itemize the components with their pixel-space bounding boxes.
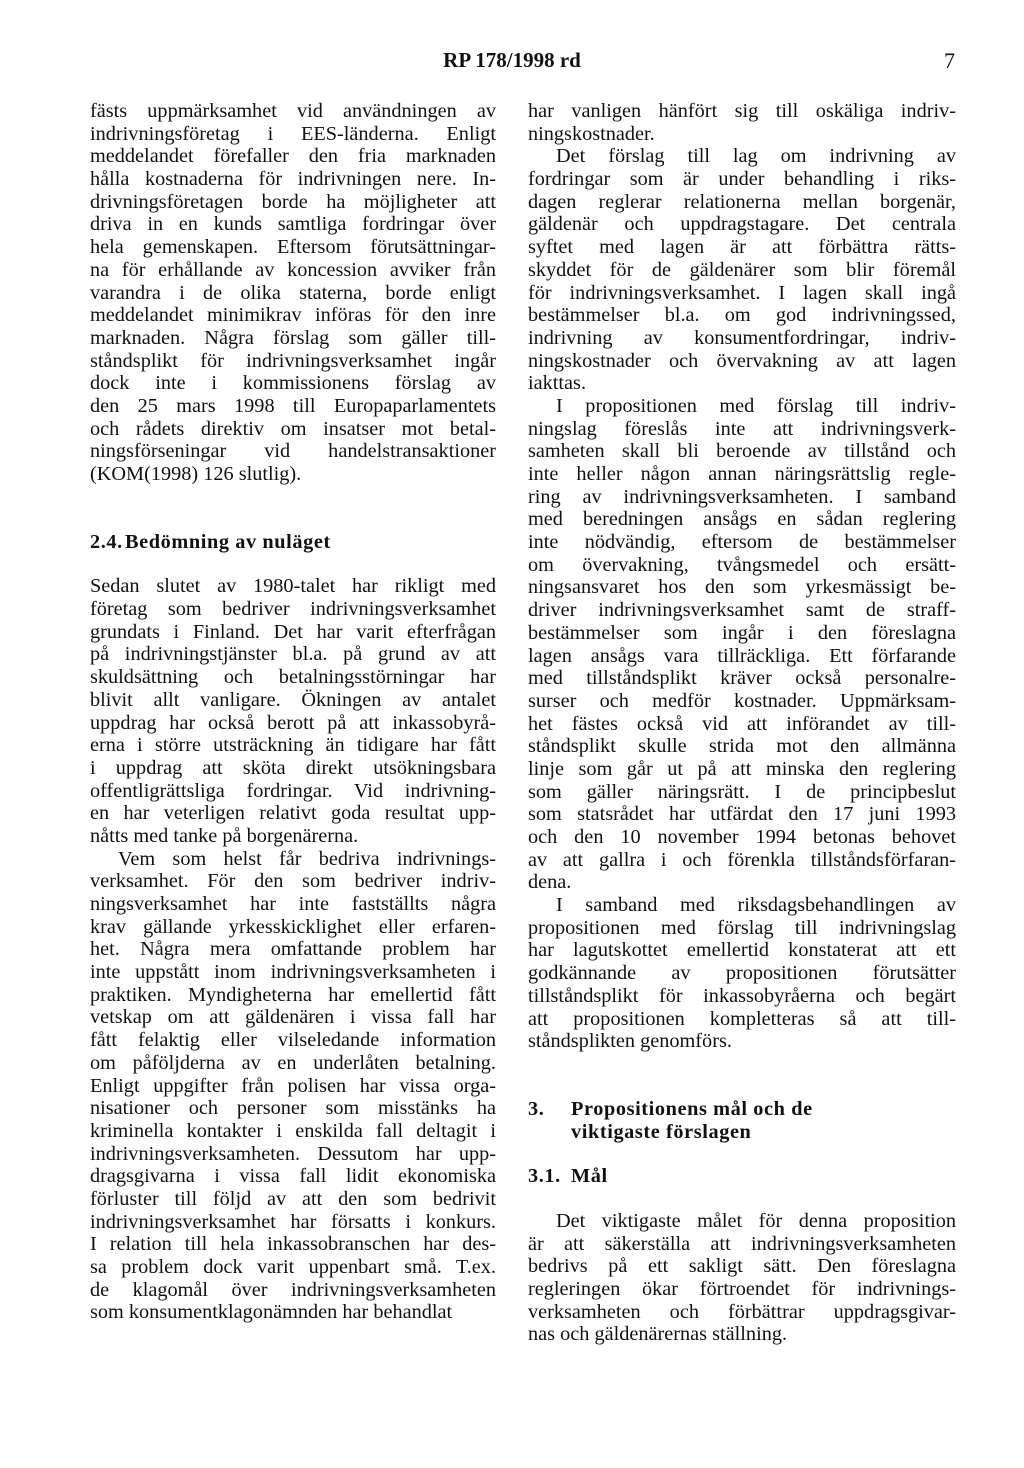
- text-line: I samband med riksdagsbehandlingen av: [556, 894, 956, 917]
- text-line: erna i större utsträckning än tidigare har fått: [90, 734, 496, 757]
- text-line: uppdrag har också berott på att inkassobyrå-: [90, 711, 496, 734]
- text-line: ningskostnader.: [528, 122, 655, 145]
- text-line: dock inte i kommissionens förslag av: [90, 372, 496, 395]
- text-line: indrivningsföretag i EES-länderna. Enligt: [90, 122, 496, 145]
- text-line: inte heller någon annan näringsrättslig regle-: [528, 463, 956, 485]
- text-line: I relation till hela inkassobranschen har des-: [90, 1233, 496, 1256]
- text-line: om övervakning, tvångsmedel och ersätt-: [528, 553, 956, 576]
- section-number: 2.4.: [90, 530, 123, 553]
- text-line: meddelandet minimikrav införas för den inre: [90, 304, 496, 327]
- text-line: förluster till följd av att den som bedrivit: [90, 1187, 496, 1210]
- text-line: de klagomål över indrivningsverksamheten: [90, 1278, 496, 1301]
- text-line: na för erhållande av koncession avviker från: [90, 258, 496, 281]
- text-line: som gäller näringsrätt. I de principbeslut: [528, 780, 956, 803]
- text-line: dragsgivarna i vissa fall lidit ekonomiska: [90, 1165, 496, 1188]
- text-line: med beredningen ansågs en sådan reglering: [528, 508, 956, 531]
- text-line: regleringen ökar förtroendet för indrivnings-: [528, 1278, 956, 1300]
- text-line: som statsrådet har utfärdat den 17 juni 1993: [528, 803, 956, 826]
- text-line: verksamhet. För den som bedriver indriv-: [90, 870, 496, 893]
- text-line: bestämmelser som ingår i den föreslagna: [528, 621, 956, 644]
- text-line: nas och gäldenärernas ställning.: [528, 1323, 788, 1346]
- paragraph: [90, 100, 496, 486]
- text-line: med tillståndsplikt kräver också personalre-: [528, 667, 956, 690]
- text-line: fått felaktig eller vilseledande information: [90, 1029, 496, 1052]
- text-line: nisationer och personer som misstänks ha: [90, 1097, 496, 1120]
- text-line: iakttas.: [528, 372, 587, 395]
- text-line: sa problem dock varit uppenbart små. T.ex.: [90, 1256, 496, 1278]
- text-line: fästs uppmärksamhet vid användningen av: [90, 100, 496, 122]
- text-line: Enligt uppgifter från polisen har vissa orga-: [90, 1074, 496, 1097]
- text-line: kriminella kontakter i enskilda fall deltagit i: [90, 1119, 496, 1142]
- text-line: ningsansvaret hos den som yrkesmässigt be-: [528, 576, 956, 599]
- text-line: om påföljderna av en underlåten betalning.: [90, 1051, 496, 1074]
- text-line: drivningsföretagen borde ha möjligheter att: [90, 190, 496, 213]
- text-line: har vanligen hänfört sig till oskäliga indriv-: [528, 100, 956, 122]
- paragraph: [90, 848, 496, 1324]
- right-column: [528, 100, 956, 1346]
- page-number: 7: [944, 48, 955, 73]
- text-line: (KOM(1998) 126 slutlig).: [90, 463, 302, 485]
- text-line: dena.: [528, 871, 572, 894]
- text-line: het fästes också vid att införandet av till-: [528, 712, 956, 735]
- text-line: och rådets direktiv om insatser mot betal-: [90, 417, 496, 440]
- text-line: i uppdrag att sköta direkt utsökningsbara: [90, 756, 496, 779]
- text-line: marknaden. Några förslag som gäller till-: [90, 326, 496, 349]
- paragraph: [528, 395, 956, 894]
- text-line: ståndsplikten genomförs.: [528, 1030, 732, 1053]
- text-line: surser och medför kostnader. Uppmärksam-: [528, 689, 956, 712]
- text-line: hela gemenskapen. Eftersom förutsättningar-: [90, 236, 496, 259]
- left-column: [90, 100, 496, 1324]
- text-line: varandra i de olika staterna, borde enligt: [90, 281, 496, 304]
- text-line: het. Några mera omfattande problem har: [90, 938, 496, 961]
- section-number: 3.1.: [528, 1165, 561, 1188]
- text-line: hålla kostnaderna för indrivningen nere. In-: [90, 168, 496, 191]
- paragraph: [528, 145, 956, 395]
- section-heading-2-4: [90, 531, 496, 554]
- text-line: inte nödvändig, eftersom de bestämmelser: [528, 531, 956, 554]
- text-line: I propositionen med förslag till indriv-: [556, 394, 956, 417]
- section-number: 3.: [528, 1097, 545, 1120]
- section-title: Mål: [571, 1165, 608, 1188]
- text-line: ningsförseningar vid handelstransaktioner: [90, 440, 496, 463]
- running-header: RP 178/1998 rd: [443, 48, 581, 72]
- text-line: offentligrättsliga fordringar. Vid indrivning-: [90, 779, 496, 802]
- text-line: indrivning av konsumentfordringar, indriv-: [528, 326, 956, 349]
- text-line: ningskostnader och övervakning av att lagen: [528, 349, 956, 372]
- text-line: propositionen med förslag till indrivningslag: [528, 916, 956, 939]
- text-line: Vem som helst får bedriva indrivnings-: [118, 847, 496, 870]
- text-line: för indrivningsverksamhet. I lagen skall ingå: [528, 281, 956, 304]
- text-line: Det förslag till lag om indrivning av: [556, 145, 956, 168]
- text-line: grundats i Finland. Det har varit efterfrågan: [90, 620, 496, 643]
- text-line: lagen ansågs vara tillräckliga. Ett förfarande: [528, 644, 956, 667]
- text-line: att propositionen kompletteras så att till-: [528, 1007, 956, 1030]
- text-line: ningslag föreslås inte att indrivningsverk-: [528, 417, 956, 440]
- text-line: krav gällande yrkesskicklighet eller erfaren-: [90, 915, 496, 938]
- section-title-continued: viktigaste förslagen: [571, 1120, 752, 1143]
- section-title: Propositionens mål och de: [571, 1097, 813, 1120]
- text-line: meddelandet förefaller den fria marknaden: [90, 145, 496, 168]
- section-heading-3: [528, 1098, 956, 1121]
- paragraph: [528, 100, 956, 145]
- text-line: verksamheten och förbättrar uppdragsgivar-: [528, 1300, 956, 1323]
- text-line: ring av indrivningsverksamheten. I samband: [528, 485, 956, 508]
- text-line: är att säkerställa att indrivningsverksamheten: [528, 1232, 956, 1255]
- text-line: skuldsättning och betalningsstörningar har: [90, 666, 496, 689]
- text-line: samheten skall bli beroende av tillstånd och: [528, 440, 956, 463]
- text-line: driver indrivningsverksamhet samt de straff-: [528, 599, 956, 622]
- section-title: Bedömning av nuläget: [125, 530, 331, 553]
- text-line: vetskap om att gäldenären i vissa fall har: [90, 1006, 496, 1029]
- text-line: bedrivs på ett sakligt sätt. Den föreslagna: [528, 1255, 956, 1278]
- text-line: fordringar som är under behandling i riks-: [528, 168, 956, 191]
- text-line: nåtts med tanke på borgenärerna.: [90, 824, 359, 847]
- text-line: indrivningsverksamhet har försatts i konkurs.: [90, 1210, 496, 1233]
- text-line: bestämmelser bl.a. om god indrivningssed,: [528, 304, 956, 327]
- text-line: ståndsplikt för indrivningsverksamhet ingår: [90, 349, 496, 372]
- text-line: en har veterligen relativt goda resultat upp-: [90, 802, 496, 825]
- text-line: gäldenär och uppdragstagare. Det centrala: [528, 213, 956, 236]
- paragraph: [528, 1210, 956, 1346]
- text-line: Det viktigaste målet för denna proposition: [556, 1209, 956, 1232]
- text-line: skyddet för de gäldenärer som blir föremål: [528, 258, 956, 281]
- text-line: blivit allt vanligare. Ökningen av antalet: [90, 688, 496, 711]
- text-line: den 25 mars 1998 till Europaparlamentets: [90, 394, 496, 417]
- text-line: och den 10 november 1994 betonas behovet: [528, 826, 956, 848]
- paragraph: [528, 894, 956, 1053]
- text-line: Sedan slutet av 1980-talet har rikligt med: [90, 575, 496, 598]
- text-line: företag som bedriver indrivningsverksamhet: [90, 598, 496, 621]
- section-heading-3-1: [528, 1165, 956, 1188]
- text-line: linje som går ut på att minska den reglering: [528, 757, 956, 780]
- text-line: ståndsplikt skulle strida mot den allmänna: [528, 735, 956, 758]
- text-line: syftet med lagen är att förbättra rätts-: [528, 236, 956, 259]
- text-line: av att gallra i och förenkla tillståndsförfaran-: [528, 848, 956, 871]
- text-line: driva in en kunds samtliga fordringar över: [90, 213, 496, 236]
- text-line: ningsverksamhet har inte fastställts några: [90, 893, 496, 915]
- text-line: praktiken. Myndigheterna har emellertid fått: [90, 983, 496, 1006]
- text-line: inte uppstått inom indrivningsverksamheten i: [90, 961, 496, 984]
- text-line: har lagutskottet emellertid konstaterat att ett: [528, 939, 956, 962]
- text-line: dagen reglerar relationerna mellan borgenär,: [528, 190, 956, 213]
- text-line: på indrivningstjänster bl.a. på grund av att: [90, 643, 496, 666]
- text-line: godkännande av propositionen förutsätter: [528, 962, 956, 985]
- text-line: indrivningsverksamheten. Dessutom har upp-: [90, 1142, 496, 1165]
- paragraph: [90, 575, 496, 847]
- text-line: som konsumentklagonämnden har behandlat: [90, 1301, 453, 1324]
- text-line: tillståndsplikt för inkassobyråerna och begärt: [528, 984, 956, 1007]
